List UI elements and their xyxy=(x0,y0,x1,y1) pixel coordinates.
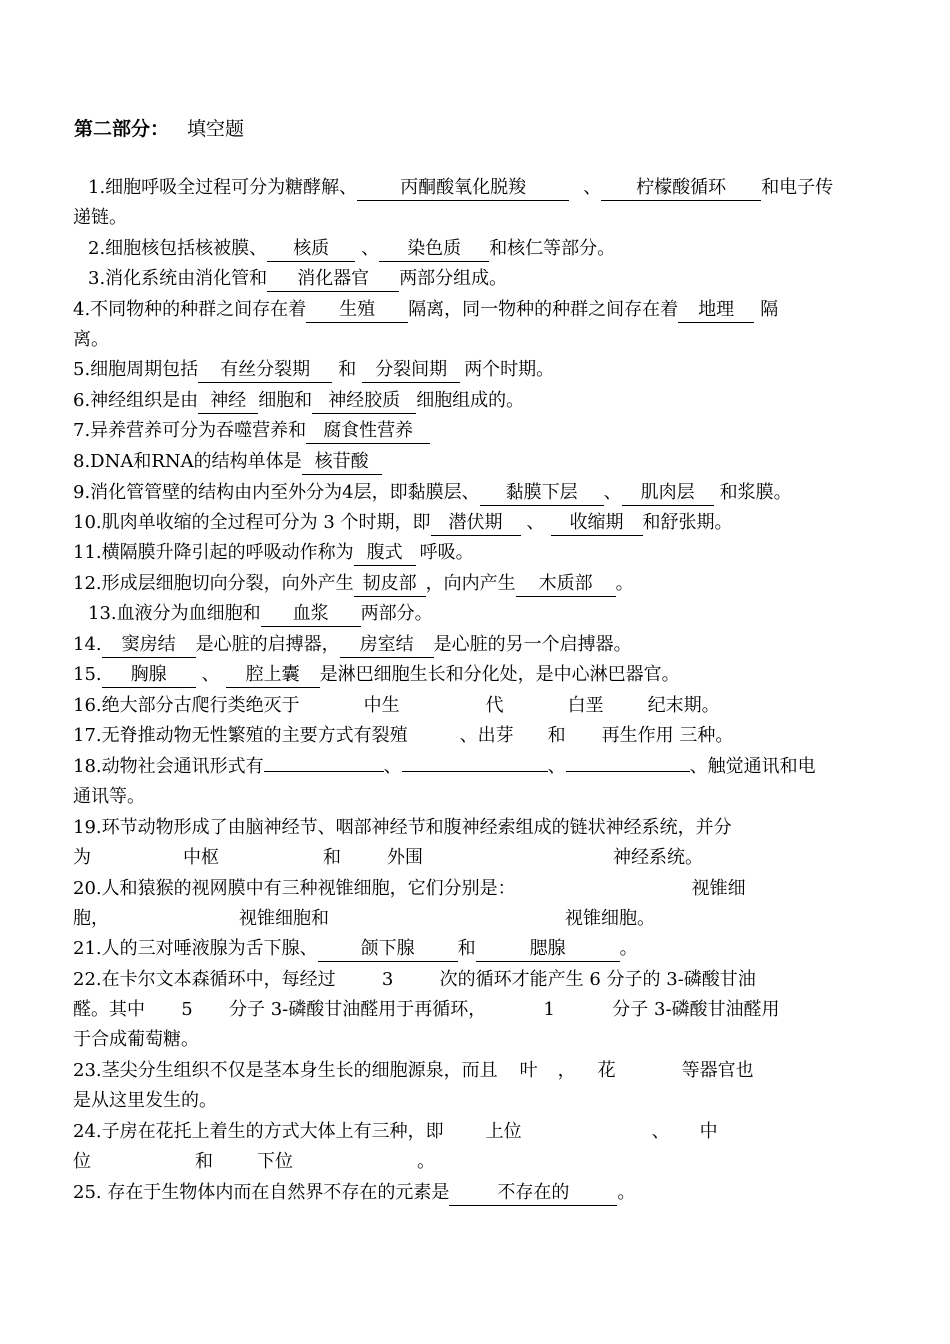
question-text: 9.消化管管壁的结构由内至外分为4层，即黏膜层、 xyxy=(73,482,480,503)
answer-blank: 丙酮酸氧化脱羧 xyxy=(357,176,569,201)
question-text: 细胞和 xyxy=(258,390,313,411)
section-subtitle: 填空题 xyxy=(187,118,245,140)
question-text: 次的循环才能产生 6 分子的 3-磷酸甘油 xyxy=(439,969,756,990)
question-text: 呼吸。 xyxy=(419,542,474,563)
question-text: 14. xyxy=(73,634,102,655)
answer-blank: 窦房结 xyxy=(102,633,196,658)
answer-text: 中 xyxy=(699,1121,718,1142)
question-20-cont xyxy=(73,906,655,932)
question-text: 和 xyxy=(323,847,341,868)
answer-text: 外围 xyxy=(387,847,423,868)
question-text: 醛。其中 xyxy=(73,999,145,1020)
question-14 xyxy=(73,632,632,658)
question-text: 视锥细 xyxy=(691,878,746,899)
question-text: 2.细胞核包括核被膜、 xyxy=(88,238,268,259)
section-heading xyxy=(74,114,244,141)
question-text: 和 xyxy=(547,725,566,746)
question-text: 、 xyxy=(526,512,545,533)
question-1 xyxy=(88,175,833,201)
question-10 xyxy=(73,510,733,536)
answer-blank: 肌肉层 xyxy=(622,481,714,506)
answer-blank: 分裂间期 xyxy=(362,358,460,383)
question-22-line2 xyxy=(73,997,780,1023)
question-3 xyxy=(88,266,507,292)
answer-text: 5 xyxy=(181,999,193,1020)
answer-blank: 不存在的 xyxy=(449,1181,617,1206)
question-text: 、 xyxy=(361,238,380,259)
question-text: 。 xyxy=(417,1151,435,1172)
answer-blank: 神经 xyxy=(198,389,258,414)
question-text: 1.细胞呼吸全过程可分为糖酵解、 xyxy=(88,177,358,198)
answer-text: 上位 xyxy=(485,1121,522,1142)
question-2 xyxy=(88,236,615,262)
section-title: 第二部分： xyxy=(74,118,170,140)
question-text: 24.子房在花托上着生的方式大体上有三种，即 xyxy=(73,1121,444,1142)
question-23 xyxy=(73,1058,754,1084)
question-text: 分子 3-磷酸甘油醛用于再循环， xyxy=(229,999,487,1020)
question-text: 25. 存在于生物体内而在自然界不存在的元素是 xyxy=(73,1182,450,1203)
question-text: 13.血液分为血细胞和 xyxy=(88,603,261,624)
question-text: 15. xyxy=(73,664,102,685)
question-text: 、 xyxy=(651,1121,670,1142)
question-5 xyxy=(73,357,554,383)
answer-blank: 黏膜下层 xyxy=(480,481,604,506)
question-11 xyxy=(73,540,474,566)
question-19: 19.环节动物形成了由脑神经节、咽部神经节和腹神经索组成的链状神经系统，并分 xyxy=(73,817,732,838)
question-text: ，向内产生 xyxy=(425,573,516,594)
question-19-cont xyxy=(73,845,703,871)
question-4-cont: 离。 xyxy=(73,329,109,350)
question-text: 、触觉通讯和电 xyxy=(689,756,816,777)
question-text: 4.不同物种的种群之间存在着 xyxy=(73,299,307,320)
answer-blank: 腮腺 xyxy=(476,937,620,962)
answer-text: 1 xyxy=(543,999,555,1020)
question-text: 两部分组成。 xyxy=(399,268,508,289)
answer-blank: 潜伏期 xyxy=(431,511,521,536)
question-24 xyxy=(73,1119,718,1145)
question-text: 、 xyxy=(547,756,566,777)
answer-text: 下位 xyxy=(257,1151,293,1172)
answer-blank: 胸腺 xyxy=(102,663,196,688)
question-8 xyxy=(73,449,382,475)
question-text: 17.无脊推动物无性繁殖的主要方式有裂殖 xyxy=(73,725,408,746)
answer-text: 白垩 xyxy=(567,695,604,716)
question-text: 视锥细胞和 xyxy=(239,908,329,929)
answer-text: 中枢 xyxy=(183,847,219,868)
question-text: 和核仁等部分。 xyxy=(489,238,616,259)
question-text: 两部分。 xyxy=(360,603,433,624)
question-4 xyxy=(73,297,778,323)
question-text: 隔离，同一物种的种群之间存在着 xyxy=(408,299,679,320)
answer-text: 中生 xyxy=(363,695,400,716)
answer-blank: 颌下腺 xyxy=(318,937,458,962)
question-text: 11.横隔膜升降引起的呼吸动作称为 xyxy=(73,542,354,563)
question-text: 23.茎尖分生组织不仅是茎本身生长的细胞源泉，而且 xyxy=(73,1060,498,1081)
answer-blank xyxy=(264,771,384,772)
question-20 xyxy=(73,876,746,902)
question-text: 是淋巴细胞生长和分化处，是中心淋巴器官。 xyxy=(319,664,680,685)
answer-blank: 腔上囊 xyxy=(226,663,320,688)
answer-text: 位 xyxy=(73,1151,91,1172)
question-text: 。 xyxy=(617,1182,636,1203)
question-6 xyxy=(73,388,524,414)
answer-blank: 地理 xyxy=(678,298,754,323)
answer-blank: 生殖 xyxy=(306,298,408,323)
question-text: 和 xyxy=(338,359,357,380)
question-13 xyxy=(88,601,433,627)
answer-blank: 染色质 xyxy=(379,237,489,262)
question-text: 纪末期。 xyxy=(647,695,720,716)
question-text: 隔 xyxy=(760,299,779,320)
question-text: 两个时期。 xyxy=(464,359,555,380)
question-text: 等器官也 xyxy=(681,1060,754,1081)
question-text: 8.DNA和RNA的结构单体是 xyxy=(73,451,302,472)
answer-blank: 血浆 xyxy=(261,602,361,627)
answer-blank: 韧皮部 xyxy=(354,572,426,597)
question-24-cont xyxy=(73,1149,435,1175)
answer-text: 再生作用 三种。 xyxy=(601,725,734,746)
question-text: 、 xyxy=(201,664,220,685)
question-22 xyxy=(73,967,756,993)
question-text: 视锥细胞。 xyxy=(565,908,655,929)
answer-blank xyxy=(566,771,690,772)
question-21 xyxy=(73,936,638,962)
question-text: 、 xyxy=(383,756,402,777)
question-17 xyxy=(73,723,733,749)
question-text: 是心脏的启搏器， xyxy=(195,634,340,655)
question-text: 18.动物社会通讯形式有 xyxy=(73,756,264,777)
answer-blank: 核苷酸 xyxy=(302,450,382,475)
question-text: 10.肌肉单收缩的全过程可分为 3 个时期，即 xyxy=(73,512,431,533)
question-text: 胞， xyxy=(73,908,109,929)
question-text: 。 xyxy=(615,573,634,594)
question-text: 22.在卡尔文本森循环中，每经过 xyxy=(73,969,336,990)
answer-blank: 木质部 xyxy=(516,572,616,597)
question-18-cont: 通讯等。 xyxy=(73,786,145,807)
answer-blank: 腹式 xyxy=(354,541,416,566)
question-text: 细胞组成的。 xyxy=(416,390,525,411)
question-7 xyxy=(73,418,430,444)
question-text: 神经系统。 xyxy=(613,847,703,868)
question-text: 和浆膜。 xyxy=(719,482,792,503)
question-text: 和舒张期。 xyxy=(642,512,733,533)
question-text: 。 xyxy=(619,938,638,959)
question-text: 16.绝大部分古爬行类绝灭于 xyxy=(73,695,300,716)
answer-blank: 消化器官 xyxy=(267,267,399,292)
answer-text: 代 xyxy=(485,695,504,716)
answer-text: 叶 xyxy=(519,1060,538,1081)
question-text: 和 xyxy=(195,1151,213,1172)
question-text: 3.消化系统由消化管和 xyxy=(88,268,268,289)
question-1-cont: 递链。 xyxy=(73,207,127,228)
question-text: 和 xyxy=(457,938,476,959)
question-18 xyxy=(73,754,816,780)
question-22-cont: 于合成葡萄糖。 xyxy=(73,1029,199,1050)
answer-blank: 神经胶质 xyxy=(312,389,416,414)
question-text: 7.异养营养可分为吞噬营养和 xyxy=(73,420,307,441)
answer-blank: 腐食性营养 xyxy=(306,419,430,444)
question-text: 20.人和猿猴的视网膜中有三种视锥细胞，它们分别是： xyxy=(73,878,516,899)
question-23-cont: 是从这里发生的。 xyxy=(73,1090,217,1111)
answer-blank xyxy=(402,771,548,772)
question-16 xyxy=(73,693,720,719)
question-text: 5.细胞周期包括 xyxy=(73,359,199,380)
question-text: 为 xyxy=(73,847,91,868)
question-text: 12.形成层细胞切向分裂，向外产生 xyxy=(73,573,354,594)
question-text: 21.人的三对唾液腺为舌下腺、 xyxy=(73,938,318,959)
question-text: 和电子传 xyxy=(761,177,834,198)
question-text: 6.神经组织是由 xyxy=(73,390,199,411)
question-text: 分子 3-磷酸甘油醛用 xyxy=(612,999,780,1020)
question-text: ， xyxy=(557,1060,576,1081)
question-9 xyxy=(73,480,792,506)
answer-blank: 房室结 xyxy=(340,633,434,658)
answer-blank: 有丝分裂期 xyxy=(198,358,332,383)
question-text: 是心脏的另一个启搏器。 xyxy=(433,634,632,655)
answer-blank: 柠檬酸循环 xyxy=(601,176,761,201)
answer-blank: 核质 xyxy=(267,237,355,262)
question-12 xyxy=(73,571,634,597)
question-15 xyxy=(73,662,680,688)
answer-blank: 收缩期 xyxy=(551,511,643,536)
question-25 xyxy=(73,1180,635,1206)
answer-text: 、出芽 xyxy=(459,725,514,746)
answer-text: 花 xyxy=(597,1060,616,1081)
question-text: 、 xyxy=(583,177,602,198)
answer-text: 3 xyxy=(381,969,394,990)
question-text: 、 xyxy=(603,482,622,503)
